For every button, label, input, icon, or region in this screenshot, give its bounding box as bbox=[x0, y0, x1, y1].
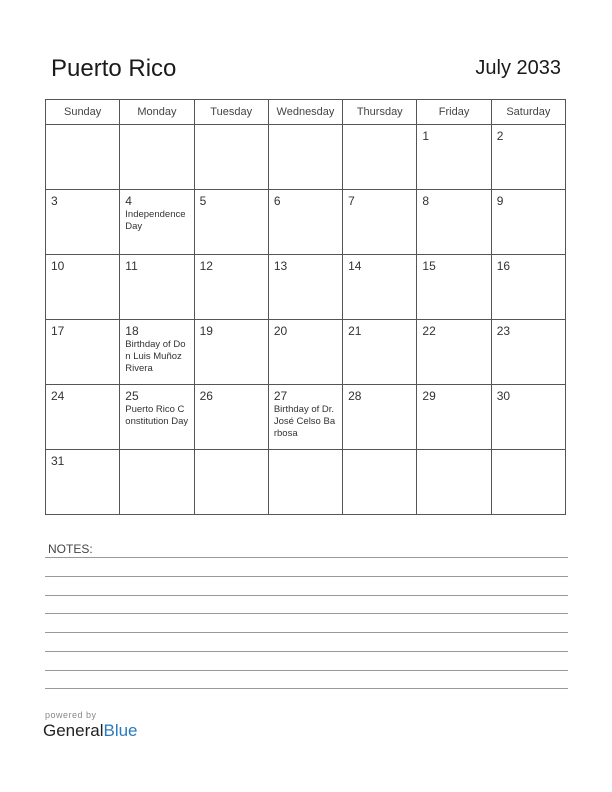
day-number: 2 bbox=[496, 129, 504, 143]
calendar-week-row bbox=[46, 190, 566, 255]
day-number: 29 bbox=[422, 389, 436, 403]
calendar-day-cell bbox=[343, 125, 417, 190]
calendar-day-cell bbox=[46, 320, 120, 385]
calendar-day-cell bbox=[120, 255, 194, 320]
weekday-header: Thursday bbox=[343, 100, 417, 125]
calendar-day-cell bbox=[491, 385, 565, 450]
day-number: 31 bbox=[51, 454, 65, 468]
weekday-header: Tuesday bbox=[194, 100, 268, 125]
calendar-week-row bbox=[46, 450, 566, 515]
calendar-day-cell bbox=[491, 255, 565, 320]
calendar-day-cell bbox=[268, 125, 342, 190]
day-number: 6 bbox=[273, 194, 281, 208]
weekday-header: Saturday bbox=[491, 100, 565, 125]
calendar-week-row bbox=[46, 255, 566, 320]
calendar-day-cell bbox=[194, 255, 268, 320]
day-number: 10 bbox=[51, 259, 65, 273]
brand-general-text: General bbox=[43, 721, 104, 740]
holiday-name: Puerto Rico Constitution Day bbox=[125, 404, 189, 427]
calendar-day-cell bbox=[194, 125, 268, 190]
day-number: 24 bbox=[51, 389, 65, 403]
calendar-day-cell bbox=[343, 320, 417, 385]
day-number: 4 bbox=[125, 194, 132, 208]
calendar-day-cell bbox=[343, 255, 417, 320]
holiday-name: Birthday of Dr. José Celso Barbosa bbox=[273, 404, 336, 439]
calendar-country-title: Puerto Rico bbox=[51, 55, 177, 82]
calendar-grid bbox=[45, 99, 566, 515]
note-line bbox=[45, 613, 568, 614]
calendar-week-row bbox=[46, 385, 566, 450]
calendar-day-cell bbox=[46, 255, 120, 320]
calendar-day-cell bbox=[268, 385, 342, 450]
day-number: 12 bbox=[199, 259, 213, 273]
calendar-day-cell bbox=[46, 385, 120, 450]
day-number: 22 bbox=[422, 324, 436, 338]
calendar-day-cell bbox=[268, 255, 342, 320]
calendar-day-cell bbox=[491, 450, 565, 515]
note-line bbox=[45, 595, 568, 596]
calendar-day-cell bbox=[417, 320, 491, 385]
calendar-day-cell bbox=[491, 190, 565, 255]
holiday-name: Birthday of Don Luis Muñoz Rivera bbox=[125, 339, 186, 374]
calendar-day-cell bbox=[268, 190, 342, 255]
day-number: 16 bbox=[496, 259, 511, 273]
calendar-month-title: July 2033 bbox=[475, 57, 561, 79]
calendar-day-cell bbox=[268, 450, 342, 515]
calendar-day-cell bbox=[120, 385, 194, 450]
day-number: 28 bbox=[348, 389, 362, 403]
day-number: 19 bbox=[199, 324, 213, 338]
calendar-day-cell bbox=[491, 125, 565, 190]
calendar-day-cell bbox=[343, 450, 417, 515]
day-number: 20 bbox=[273, 324, 288, 338]
calendar-day-cell bbox=[417, 190, 491, 255]
note-line bbox=[45, 651, 568, 652]
brand-blue-text: Blue bbox=[103, 721, 138, 740]
calendar-day-cell bbox=[194, 385, 268, 450]
holiday-name: Independence Day bbox=[125, 209, 186, 232]
weekday-header: Sunday bbox=[46, 100, 120, 125]
day-number: 9 bbox=[496, 194, 504, 208]
calendar-day-cell bbox=[343, 385, 417, 450]
note-line bbox=[45, 632, 568, 633]
note-line bbox=[45, 576, 568, 577]
calendar-day-cell bbox=[120, 125, 194, 190]
calendar-day-cell bbox=[417, 385, 491, 450]
day-number: 7 bbox=[348, 194, 355, 208]
calendar-day-cell bbox=[491, 320, 565, 385]
calendar-week-row bbox=[46, 320, 566, 385]
weekday-header-row bbox=[46, 100, 566, 125]
day-number: 21 bbox=[348, 324, 362, 338]
day-number: 17 bbox=[51, 324, 65, 338]
calendar-day-cell bbox=[120, 320, 194, 385]
day-number: 25 bbox=[125, 389, 139, 403]
calendar-day-cell bbox=[417, 255, 491, 320]
calendar-day-cell bbox=[194, 320, 268, 385]
weekday-header: Wednesday bbox=[268, 100, 342, 125]
day-number: 18 bbox=[125, 324, 139, 338]
day-number: 15 bbox=[422, 259, 436, 273]
calendar-day-cell bbox=[46, 450, 120, 515]
day-number: 8 bbox=[422, 194, 430, 208]
brand-logo[interactable] bbox=[43, 721, 138, 741]
day-number: 5 bbox=[199, 194, 207, 208]
day-number: 14 bbox=[348, 259, 362, 273]
day-number: 11 bbox=[125, 259, 138, 273]
weekday-header: Monday bbox=[120, 100, 194, 125]
note-line bbox=[45, 688, 568, 689]
note-line bbox=[45, 670, 568, 671]
day-number: 26 bbox=[199, 389, 213, 403]
day-number: 1 bbox=[422, 129, 430, 143]
calendar-day-cell bbox=[194, 450, 268, 515]
day-number: 27 bbox=[273, 389, 288, 403]
calendar-day-cell bbox=[417, 125, 491, 190]
calendar-day-cell bbox=[120, 450, 194, 515]
calendar-day-cell bbox=[46, 125, 120, 190]
calendar-day-cell bbox=[417, 450, 491, 515]
powered-by-text: powered by bbox=[45, 710, 97, 720]
weekday-header: Friday bbox=[417, 100, 491, 125]
notes-label: NOTES: bbox=[48, 542, 93, 556]
day-number: 23 bbox=[496, 324, 511, 338]
day-number: 13 bbox=[273, 259, 288, 273]
note-line bbox=[45, 557, 568, 558]
calendar-day-cell bbox=[46, 190, 120, 255]
calendar-day-cell bbox=[120, 190, 194, 255]
calendar-day-cell bbox=[343, 190, 417, 255]
calendar-week-row bbox=[46, 125, 566, 190]
calendar-day-cell bbox=[194, 190, 268, 255]
calendar-day-cell bbox=[268, 320, 342, 385]
day-number: 3 bbox=[51, 194, 58, 208]
day-number: 30 bbox=[496, 389, 511, 403]
